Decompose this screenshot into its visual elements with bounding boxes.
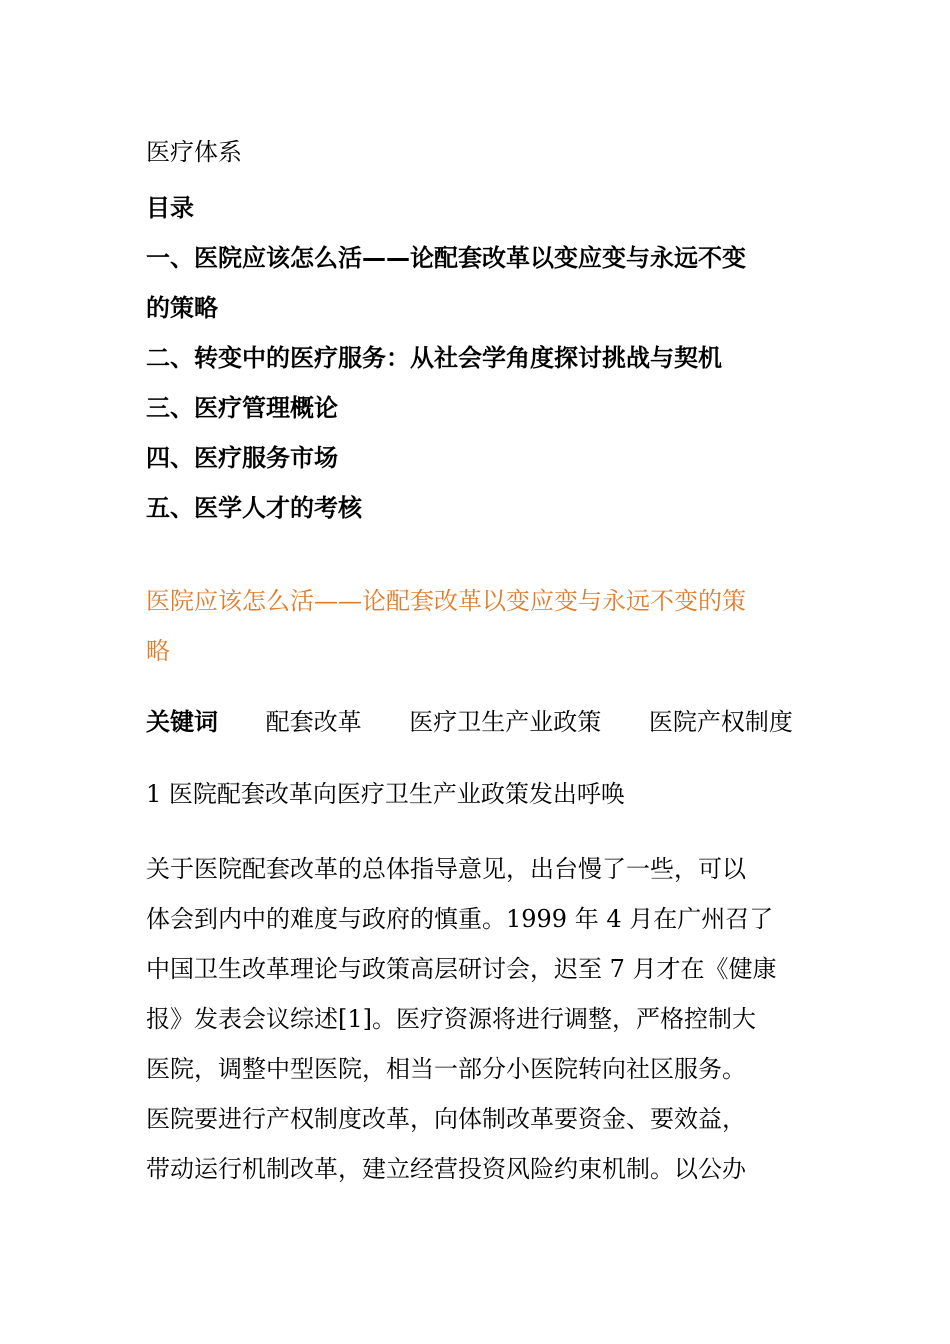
paragraph-line: 医院，调整中型医院，相当一部分小医院转向社区服务。 <box>146 1055 746 1083</box>
paragraph-line: 医院要进行产权制度改革，向体制改革要资金、要效益， <box>146 1105 746 1133</box>
keyword: 医疗卫生产业政策 <box>409 708 602 736</box>
toc-item[interactable]: 三、医疗管理概论 <box>146 394 338 422</box>
body-paragraph <box>146 844 806 1194</box>
toc-heading: 目录 <box>146 194 194 222</box>
paragraph-line: 中国卫生改革理论与政策高层研讨会，迟至 7 月才在《健康 <box>146 955 777 983</box>
toc-item[interactable]: 二、转变中的医疗服务：从社会学角度探讨挑战与契机 <box>146 344 722 372</box>
keywords-row <box>146 702 833 742</box>
toc-item[interactable]: 一、医院应该怎么活——论配套改革以变应变与永远不变 <box>146 244 746 272</box>
keyword: 医院产权制度 <box>648 708 793 736</box>
paragraph-line: 体会到内中的难度与政府的慎重。1999 年 4 月在广州召了 <box>146 905 774 933</box>
paragraph-line: 带动运行机制改革，建立经营投资风险约束机制。以公办 <box>146 1155 746 1183</box>
document-title: 医疗体系 <box>146 138 242 166</box>
toc-item[interactable]: 五、医学人才的考核 <box>146 494 362 522</box>
subsection-heading: 1 医院配套改革向医疗卫生产业政策发出呼唤 <box>146 780 625 808</box>
section-title-line: 医院应该怎么活——论配套改革以变应变与永远不变的策 <box>146 587 746 615</box>
keywords-label: 关键词 <box>146 708 218 736</box>
toc-item-continuation[interactable]: 的策略 <box>146 294 218 322</box>
paragraph-line: 关于医院配套改革的总体指导意见，出台慢了一些，可以 <box>146 855 746 883</box>
toc-item[interactable]: 四、医疗服务市场 <box>146 444 338 472</box>
paragraph-line: 报》发表会议综述[1]。医疗资源将进行调整，严格控制大 <box>146 1005 756 1033</box>
keyword: 配套改革 <box>265 708 362 736</box>
section-title-line: 略 <box>146 637 170 665</box>
section-title <box>146 576 818 676</box>
table-of-contents <box>146 183 816 533</box>
